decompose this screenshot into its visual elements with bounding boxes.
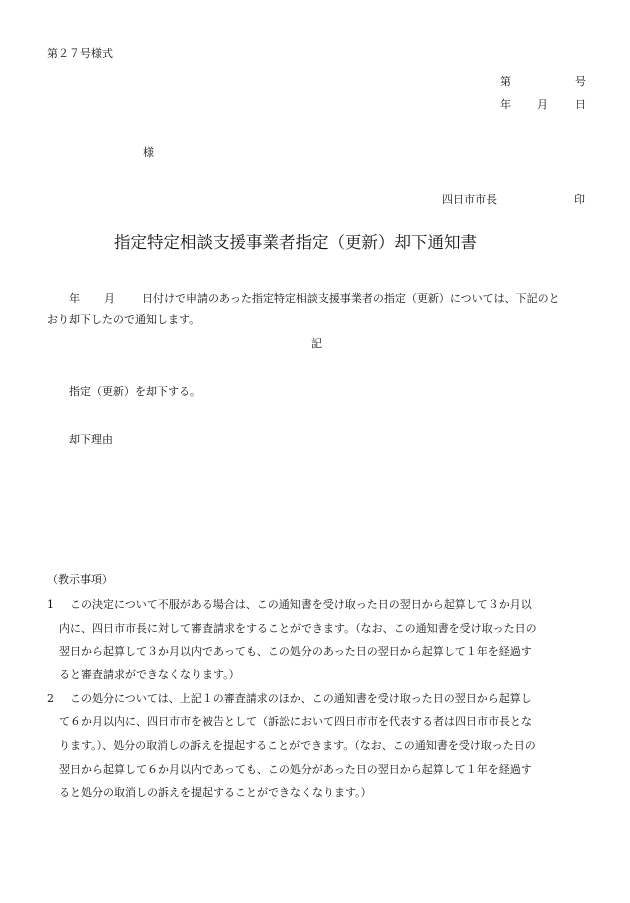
decision-text: 指定（更新）を却下する。 [69, 385, 201, 398]
seal-mark: 印 [574, 193, 585, 206]
form-number: 第２７号様式 [47, 47, 113, 60]
note-2-line-2: て６か月以内に、四日市市を被告として（訴訟において四日市市を代表する者は四日市市長とな [59, 715, 532, 728]
note-2-line-4: 翌日から起算して６か月以内であっても、この処分があった日の翌日から起算して１年を経過す [59, 763, 532, 776]
document-number-suffix: 号 [575, 75, 586, 88]
note-1-line-2: 内に、四日市市長に対して審査請求をすることができます。（なお、この通知書を受け取った日の [59, 622, 537, 635]
date-month-label: 月 [537, 98, 548, 111]
ki-heading: 記 [311, 337, 322, 350]
note-2-line-1: この処分については、上記１の審査請求のほか、この通知書を受け取った日の翌日から起算し [70, 692, 532, 705]
note-1-line-4: ると審査請求ができなくなります。） [59, 668, 240, 681]
notes-heading: （教示事項） [47, 573, 113, 586]
note-2-line-3: ります。）、処分の取消しの訴えを提起することができます。（なお、この通知書を受け取った日の [59, 739, 536, 752]
note-2-number: 2 [47, 692, 54, 705]
date-year-label: 年 [500, 98, 511, 111]
body-date-year: 年 [69, 292, 80, 305]
body-date-month: 月 [104, 292, 115, 305]
document-title: 指定特定相談支援事業者指定（更新）却下通知書 [114, 233, 477, 252]
body-paragraph-line-1: 日付けで申請のあった指定特定相談支援事業者の指定（更新）については、下記のと [142, 292, 560, 305]
note-2-line-5: ると処分の取消しの訴えを提起することができなくなります。） [59, 786, 372, 799]
note-1-line-1: この決定について不服がある場合は、この通知書を受け取った日の翌日から起算して３か月以 [70, 598, 532, 611]
issuer-name: 四日市市長 [442, 193, 497, 206]
note-1-number: 1 [47, 598, 54, 611]
reason-label: 却下理由 [69, 433, 113, 446]
body-paragraph-line-2: おり却下したので通知します。 [47, 313, 201, 326]
recipient-honorific: 様 [143, 146, 154, 159]
document-number-prefix: 第 [500, 75, 511, 88]
date-day-label: 日 [575, 98, 586, 111]
note-1-line-3: 翌日から起算して３か月以内であっても、この処分のあった日の翌日から起算して１年を経過す [59, 645, 532, 658]
